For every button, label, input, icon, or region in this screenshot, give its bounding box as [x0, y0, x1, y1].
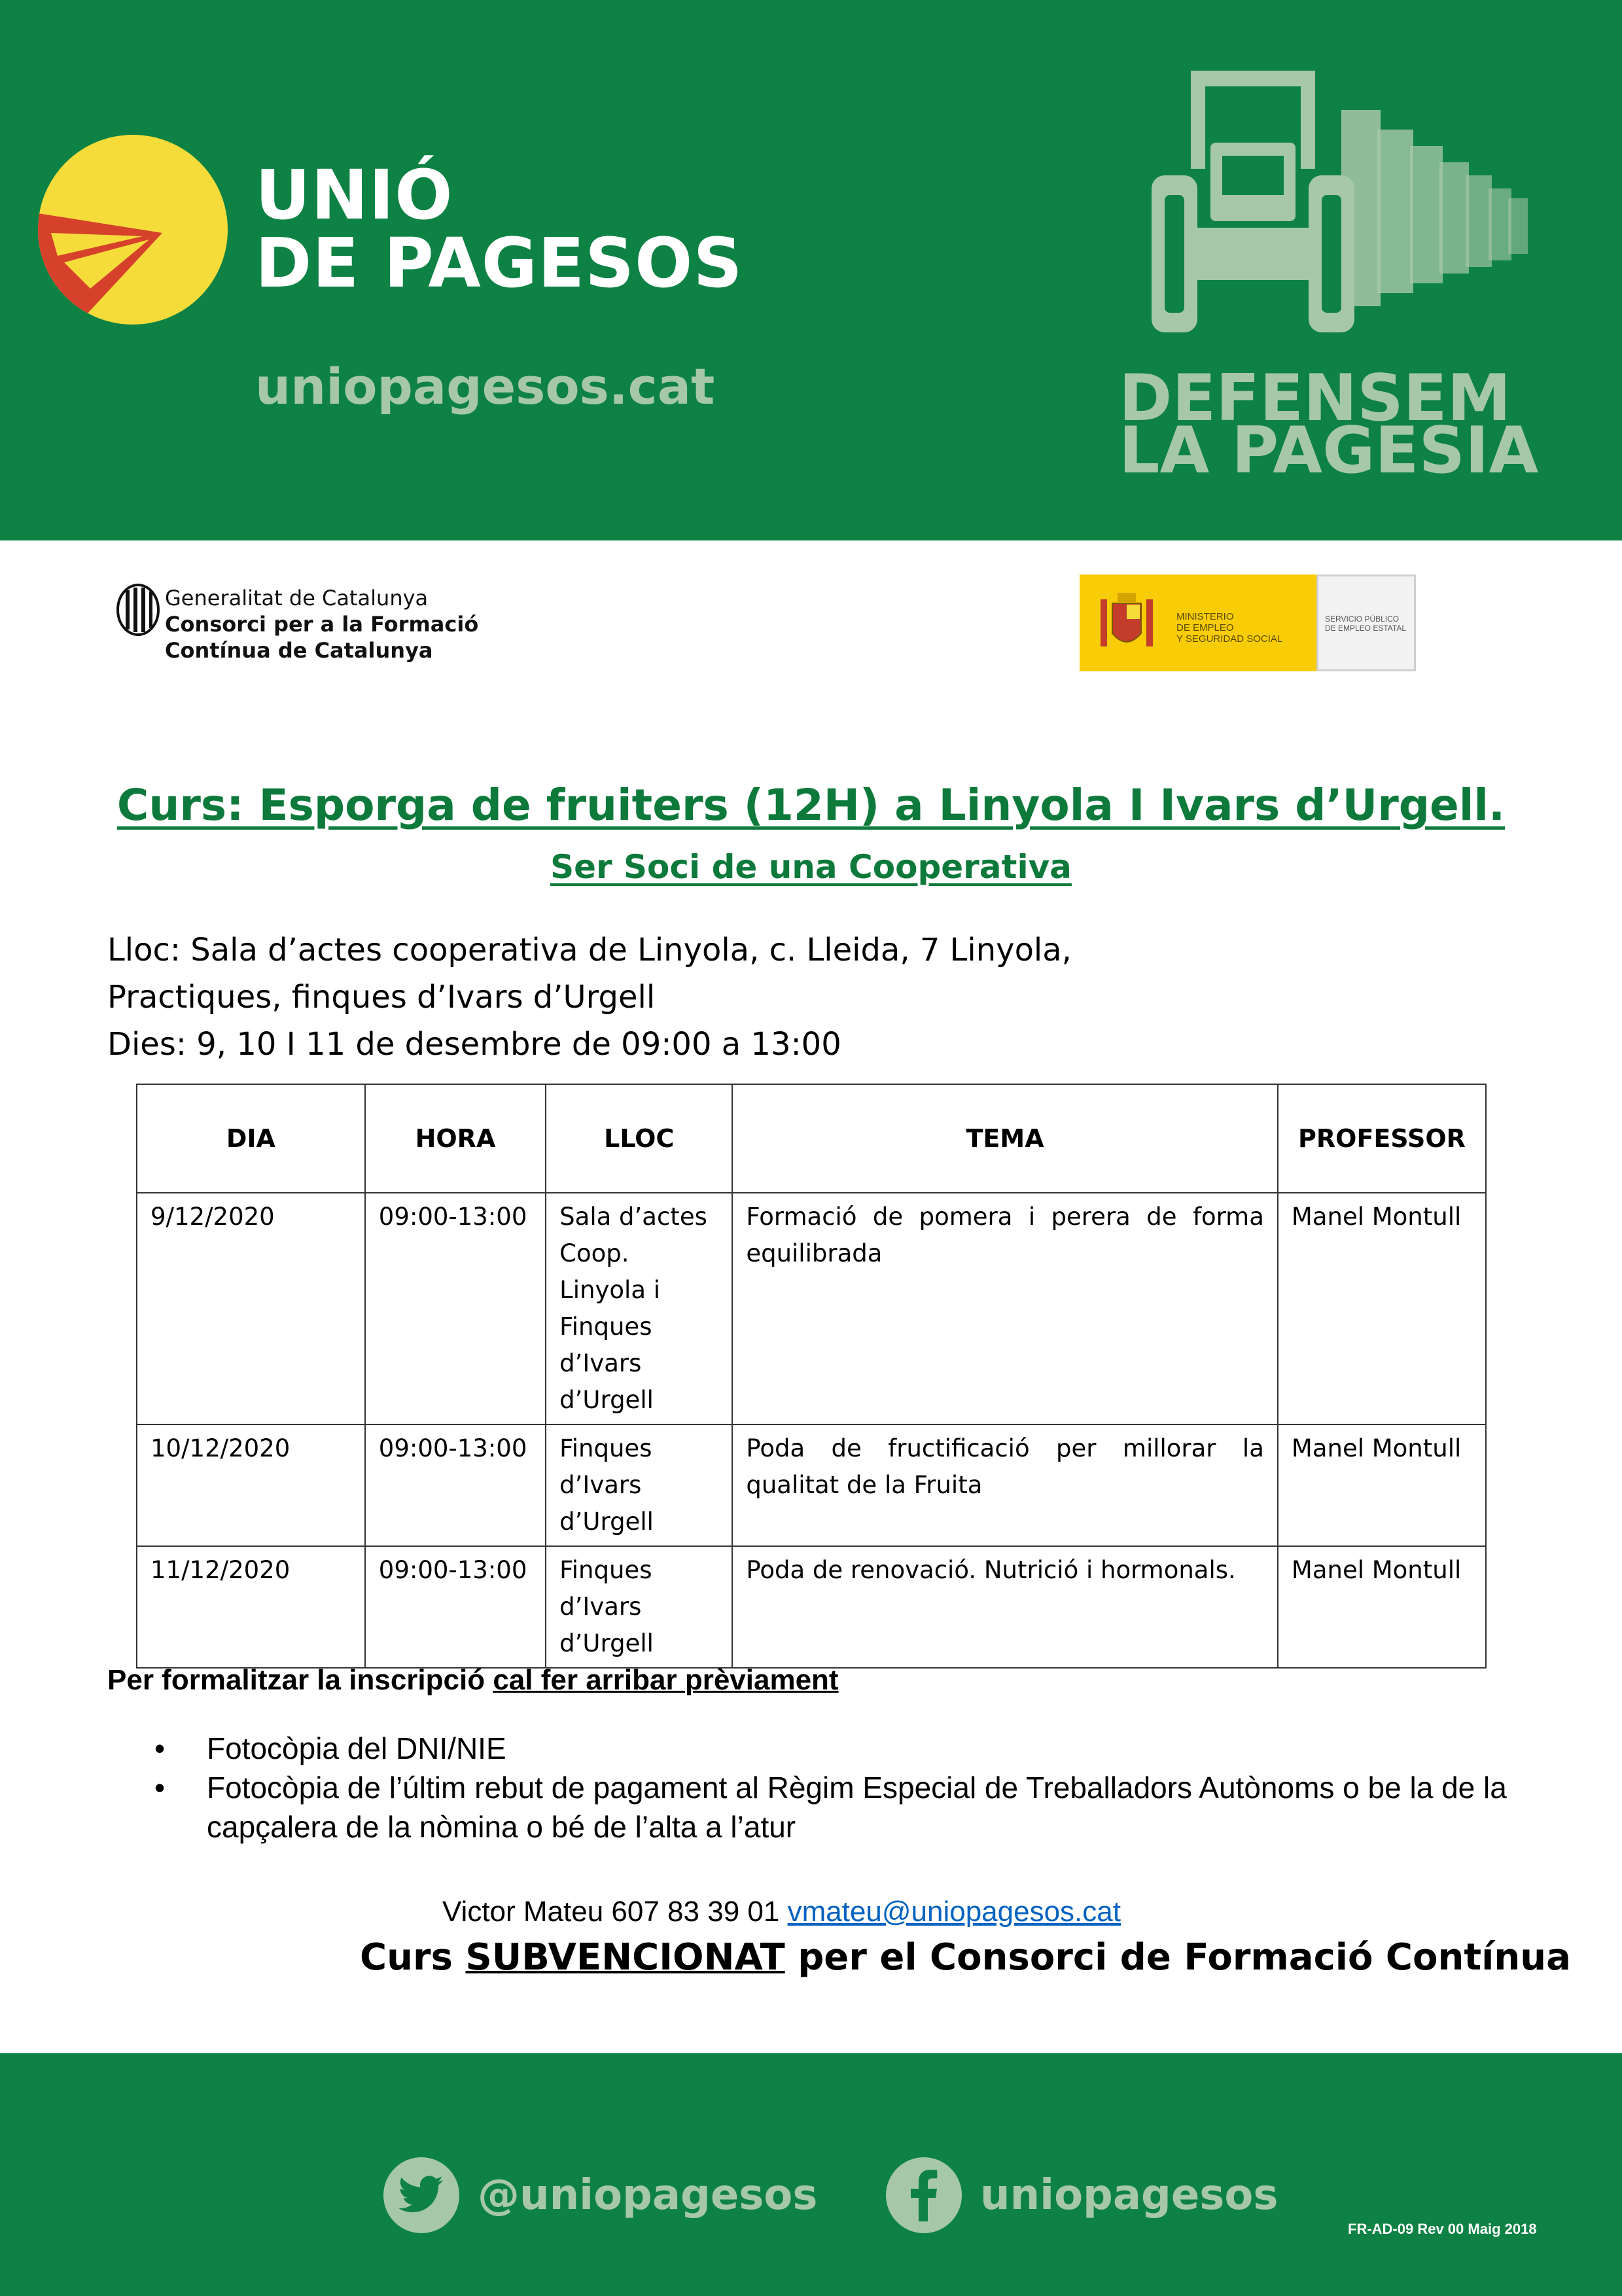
generalitat-emblem-icon	[116, 584, 160, 636]
cell-hora: 09:00-13:00	[365, 1193, 546, 1424]
contact-name-phone: Victor Mateu 607 83 39 01	[442, 1896, 788, 1928]
list-item: • Fotocòpia del DNI/NIE	[207, 1729, 1522, 1768]
table-row	[137, 1424, 1486, 1546]
course-subtitle: Ser Soci de una Cooperativa	[550, 848, 1072, 886]
cell-lloc: Sala d’actes Coop. Linyola i Finques d’Ivars d’Urgell	[546, 1193, 732, 1424]
cell-lloc: Finques d’Ivars d’Urgell	[546, 1424, 732, 1546]
column-header-lloc: LLOC	[546, 1084, 732, 1193]
facebook-icon	[886, 2157, 962, 2233]
sepe-line1: SERVICIO PÚBLICO	[1325, 614, 1400, 624]
column-header-dia: DIA	[137, 1084, 365, 1193]
cell-professor: Manel Montull	[1278, 1424, 1486, 1546]
tractor-icon	[1152, 71, 1531, 339]
subsidy-before: Curs	[360, 1936, 466, 1979]
ministry-line1: MINISTERIO	[1176, 611, 1234, 622]
course-practice: Practiques, finques d’Ivars d’Urgell	[107, 979, 656, 1016]
column-header-tema: TEMA	[732, 1084, 1278, 1193]
cell-dia: 10/12/2020	[137, 1424, 365, 1546]
ministry-logo	[1080, 574, 1416, 671]
cell-dia: 9/12/2020	[137, 1193, 365, 1424]
sepe-panel	[1316, 574, 1416, 671]
sepe-name	[1325, 614, 1406, 633]
requirements-intro	[107, 1662, 839, 1699]
schedule-table	[136, 1084, 1487, 1669]
facebook-link[interactable]	[886, 2155, 1278, 2235]
generalitat-line1: Generalitat de Catalunya	[165, 586, 429, 610]
ministry-line2: DE EMPLEO	[1176, 622, 1234, 633]
subsidy-note	[360, 1932, 1571, 1984]
list-item: • Fotocòpia de l’últim rebut de pagament al Règim Especial de Treballadors Autònoms o be la de la capçalera de la nòmina o bé de l’alta a l’atur	[207, 1768, 1522, 1846]
generalitat-line3: Contínua de Catalunya	[165, 638, 433, 663]
table-row	[137, 1193, 1486, 1424]
spain-coat-of-arms-icon	[1095, 590, 1158, 656]
sepe-line2: DE EMPLEO ESTATAL	[1325, 624, 1407, 633]
brand-name-line2: DE PAGESOS	[255, 223, 743, 303]
column-header-professor: PROFESSOR	[1278, 1084, 1486, 1193]
requirements-intro-underlined: cal fer arribar prèviament	[493, 1664, 839, 1696]
facebook-f-shape	[909, 2169, 938, 2221]
document-code: FR-AD-09 Rev 00 Maig 2018	[1348, 2221, 1537, 2237]
requirements-intro-text: Per formalitzar la inscripció	[107, 1664, 493, 1696]
twitter-icon	[383, 2157, 459, 2233]
subsidy-after: per el Consorci de Formació Contínua	[785, 1936, 1571, 1979]
cell-tema: Formació de pomera i perera de forma equilibrada	[732, 1193, 1278, 1424]
cell-dia: 11/12/2020	[137, 1546, 365, 1668]
brand-name-line1: UNIÓ	[255, 155, 453, 235]
cell-professor: Manel Montull	[1278, 1546, 1486, 1668]
twitter-handle: @uniopagesos	[478, 2171, 818, 2219]
ministry-name	[1176, 611, 1282, 645]
union-logo-icon	[38, 135, 228, 325]
brand-website: uniopagesos.cat	[255, 357, 715, 415]
course-dates: Dies: 9, 10 I 11 de desembre de 09:00 a 13:00	[107, 1026, 841, 1063]
cell-hora: 09:00-13:00	[365, 1424, 546, 1546]
table-header-row	[137, 1084, 1486, 1193]
slogan-line1: DEFENSEM	[1119, 361, 1511, 436]
cell-professor: Manel Montull	[1278, 1193, 1486, 1424]
ministry-line3: Y SEGURIDAD SOCIAL	[1176, 633, 1283, 645]
cell-tema: Poda de renovació. Nutrició i hormonals.	[732, 1546, 1278, 1668]
subsidy-underlined: SUBVENCIONAT	[465, 1936, 785, 1979]
facebook-handle: uniopagesos	[980, 2171, 1278, 2219]
cell-lloc: Finques d’Ivars d’Urgell	[546, 1546, 732, 1668]
twitter-bird-shape	[398, 2176, 444, 2215]
contact-email-link[interactable]: vmateu@uniopagesos.cat	[787, 1896, 1121, 1928]
ministry-panel	[1080, 574, 1316, 671]
cell-hora: 09:00-13:00	[365, 1546, 546, 1668]
course-title: Curs: Esporga de fruiters (12H) a Linyola I Ivars d’Urgell.	[116, 780, 1506, 830]
course-place: Lloc: Sala d’actes cooperativa de Linyola, c. Lleida, 7 Linyola,	[107, 932, 1072, 968]
generalitat-logo	[116, 584, 483, 667]
twitter-link[interactable]	[383, 2155, 817, 2235]
cell-tema: Poda de fructificació per millorar la qualitat de la Fruita	[732, 1424, 1278, 1546]
requirements-list	[154, 1729, 1522, 1846]
contact-line	[442, 1892, 1121, 1932]
generalitat-line2: Consorci per a la Formació	[165, 612, 479, 637]
slogan-line2: LA PAGESIA	[1119, 414, 1539, 488]
table-row	[137, 1546, 1486, 1668]
column-header-hora: HORA	[365, 1084, 546, 1193]
generalitat-text	[165, 585, 478, 663]
